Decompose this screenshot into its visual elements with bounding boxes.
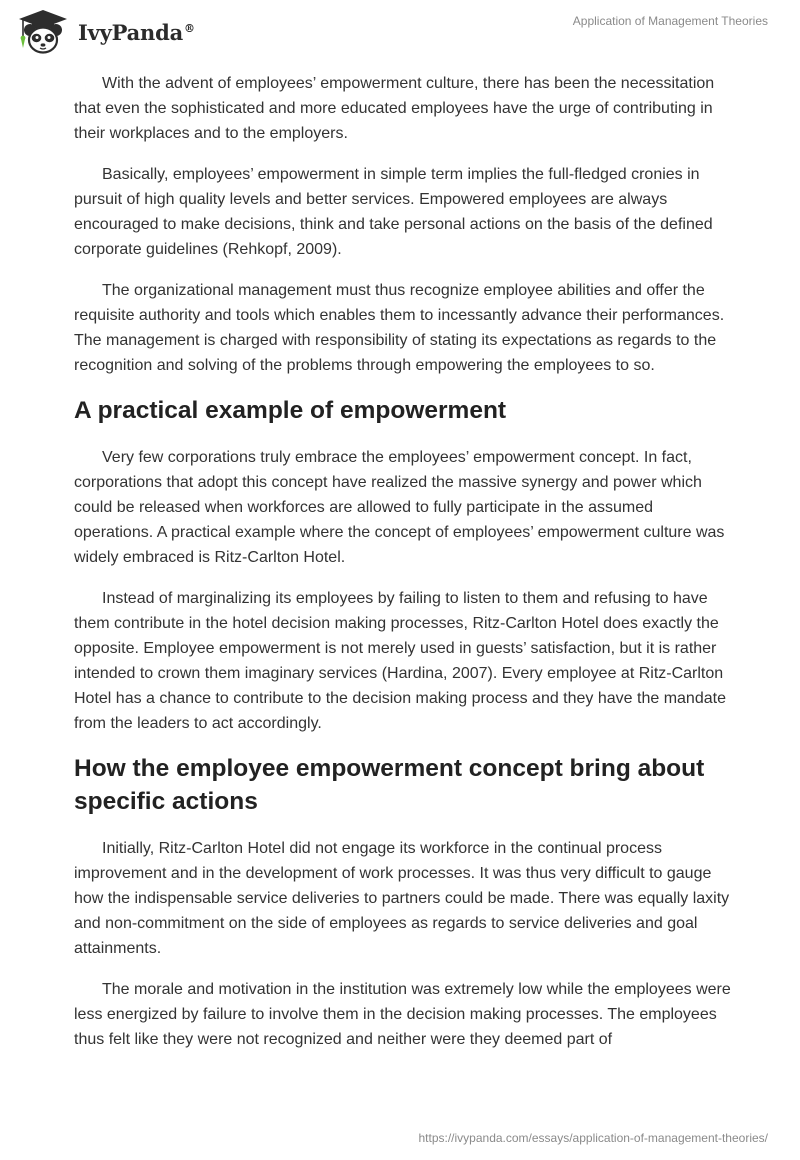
paragraph: Basically, employees’ empowerment in simple term implies the full-fledged cronies in pursuit of high quality levels and better services. Empowered employees are always encouraged to make decisions, think and take personal actions on the basis of the defined corporate guidelines (Rehkopf, 2009). [74,166,713,258]
page-header [0,0,800,62]
paragraph: With the advent of employees’ empowerment culture, there has been the necessitation that even the sophisticated and more educated employees have the urge of contributing in their workplaces and to the employers. [74,75,715,142]
section-heading: How the employee empowerment concept bring about specific actions [74,755,705,815]
section-heading: A practical example of empowerment [74,397,507,424]
essay-content [74,71,734,1068]
source-url[interactable]: https://ivypanda.com/essays/application-of-management-theories/ [418,1131,768,1145]
ivypanda-logo[interactable] [14,8,195,56]
paragraph: Initially, Ritz-Carlton Hotel did not engage its workforce in the continual process improvement and in the development of work processes. It was thus very difficult to gauge how the indispensable service deliveries to partners could be made. There was equally laxity and non-commitment on the side of employees as regards to service deliveries and goal attainments. [74,840,730,957]
paragraph: The morale and motivation in the institution was extremely low while the employees were less energized by failure to involve them in the decision making processes. The employees thus felt like they were not recognized and neither were they deemed part of [74,981,731,1048]
paragraph: Instead of marginalizing its employees by failing to listen to them and refusing to have them contribute in the hotel decision making processes, Ritz-Carlton Hotel does exactly the opposite. Employee empowerment is not merely used in guests’ satisfaction, but it is rather intended to crown them imaginary services (Hardina, 2007). Every employee at Ritz-Carlton Hotel has a chance to contribute to the decision making process and they have the mandate from the leaders to act accordingly. [74,590,726,732]
brand-name: IvyPanda® [78,19,195,45]
document-title: Application of Management Theories [572,14,768,28]
panda-graduate-icon [14,8,72,56]
paragraph: Very few corporations truly embrace the employees’ empowerment concept. In fact, corporations that adopt this concept have realized the massive synergy and power which could be released when workforces are allowed to fully participate in the assumed operations. A practical example where the concept of employees’ empowerment culture was widely embraced is Ritz-Carlton Hotel. [74,449,725,566]
paragraph: The organizational management must thus recognize employee abilities and offer the requisite authority and tools which enables them to incessantly advance their performances. The management is charged with responsibility of stating its expectations as regards to the recognition and solving of the problems through empowering the employees to so. [74,282,725,374]
